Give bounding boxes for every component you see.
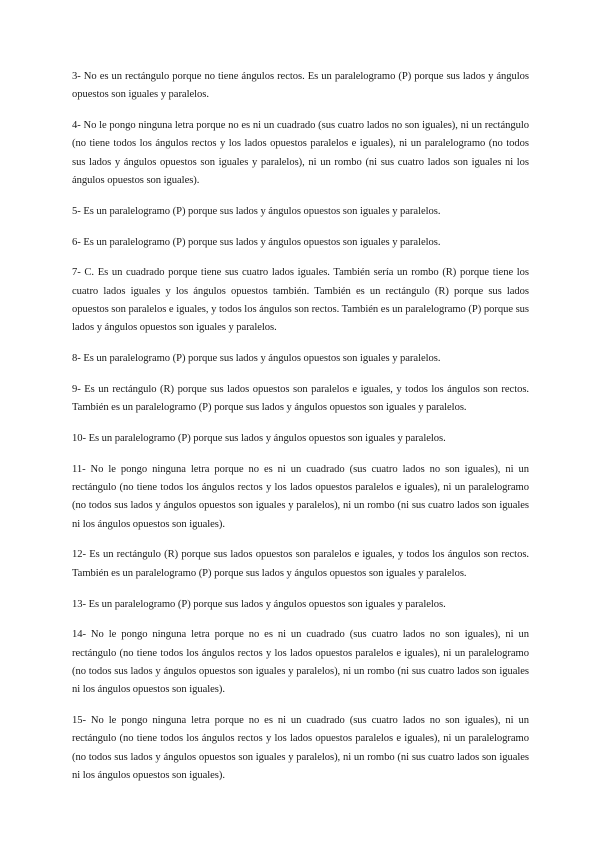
answer-paragraph-4: 4- No le pongo ninguna letra porque no es ni un cuadrado (sus cuatro lados no son iguales), ni un rectángulo (no tiene todos los ángulos rectos y los lados opuestos paralelos e iguales), ni un paralelogramo (no todos sus lados y ángulos opuestos son iguales y paralelos), ni un rombo (ni sus cuatro lados son iguales ni los ángulos opuestos son iguales). [72, 120, 529, 186]
answer-paragraph-10: 10- Es un paralelogramo (P) porque sus lados y ángulos opuestos son iguales y paralelos. [72, 432, 446, 444]
answer-paragraph-7: 7- C. Es un cuadrado porque tiene sus cuatro lados iguales. También sería un rombo (R) porque tiene los cuatro lados iguales y los ángulos opuestos también. También es un rectángulo (R) porque sus lados opuestos son paralelos e iguales, y todos los ángulos son rectos. También es un paralelogramo (P) porque sus lados y ángulos opuestos son iguales y paralelos. [72, 267, 529, 334]
answer-paragraph-12: 12- Es un rectángulo (R) porque sus lados opuestos son paralelos e iguales, y todos los ángulos son rectos. También es un paralelogramo (P) porque sus lados y ángulos opuestos son iguales y paralelos. [72, 549, 529, 579]
answer-paragraph-11: 11- No le pongo ninguna letra porque no es ni un cuadrado (sus cuatro lados no son iguales), ni un rectángulo (no tiene todos los ángulos rectos y los lados opuestos paralelos e iguales), ni un paralelogramo (no todos sus lados y ángulos opuestos son iguales y paralelos), ni un rombo (ni sus cuatro lados son iguales ni los ángulos opuestos son iguales). [72, 463, 529, 530]
answer-paragraph-15: 15- No le pongo ninguna letra porque no es ni un cuadrado (sus cuatro lados no son iguales), ni un rectángulo (no tiene todos los ángulos rectos y los lados opuestos paralelos e iguales), ni un paralelogramo (no todos sus lados y ángulos opuestos son iguales y paralelos), ni un rombo (ni sus cuatro lados son iguales ni los ángulos opuestos son iguales). [72, 715, 529, 781]
answer-paragraph-9: 9- Es un rectángulo (R) porque sus lados opuestos son paralelos e iguales, y todos los ángulos son rectos. También es un paralelogramo (P) porque sus lados y ángulos opuestos son iguales y paralelos. [72, 383, 529, 414]
answer-paragraph-13: 13- Es un paralelogramo (P) porque sus lados y ángulos opuestos son iguales y paralelos. [72, 598, 446, 610]
answer-paragraph-6: 6- Es un paralelogramo (P) porque sus lados y ángulos opuestos son iguales y paralelos. [72, 236, 441, 248]
answer-paragraph-8: 8- Es un paralelogramo (P) porque sus lados y ángulos opuestos son iguales y paralelos. [72, 353, 441, 365]
document-page [72, 68, 529, 798]
answer-paragraph-14: 14- No le pongo ninguna letra porque no es ni un cuadrado (sus cuatro lados no son iguales), ni un rectángulo (no tiene todos los ángulos rectos y los lados opuestos paralelos e iguales), ni un paralelogramo (no todos sus lados y ángulos opuestos son iguales y paralelos), ni un rombo (ni sus cuatro lados son iguales ni los ángulos opuestos son iguales). [72, 629, 529, 696]
answer-paragraph-3: 3- No es un rectángulo porque no tiene ángulos rectos. Es un paralelogramo (P) porque sus lados y ángulos opuestos son iguales y paralelos. [72, 71, 529, 101]
answer-paragraph-5: 5- Es un paralelogramo (P) porque sus lados y ángulos opuestos son iguales y paralelos. [72, 205, 441, 217]
